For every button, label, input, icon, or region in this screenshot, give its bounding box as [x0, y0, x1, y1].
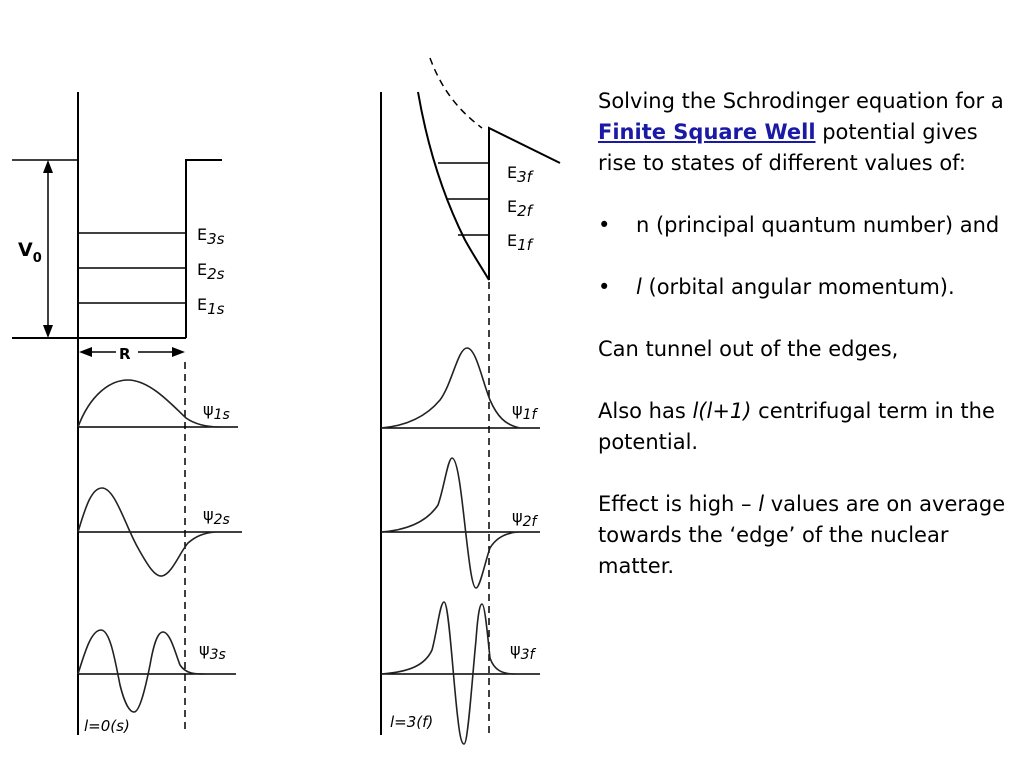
explanation-text: [598, 86, 1008, 613]
psi-1s-wave: [78, 380, 220, 427]
bullet-orbital-angular-momentum: [598, 272, 1008, 303]
v0-arrowhead-up: [43, 160, 53, 173]
energy-label-3f: E3f: [507, 163, 532, 186]
effective-potential: [418, 92, 489, 280]
l-symbol: l: [758, 492, 765, 516]
finite-square-well-link[interactable]: Finite Square Well: [598, 120, 816, 144]
v0-arrowhead-down: [43, 325, 53, 338]
centrifugal-text-continued: centrifugal term in the potential.: [598, 399, 995, 454]
centrifugal-text: Also has: [598, 399, 693, 423]
centrifugal-paragraph: [598, 396, 1008, 458]
psi-2f-label: ψ2f: [512, 507, 537, 530]
effect-text: Effect is high –: [598, 492, 759, 516]
psi-2f-wave: [381, 458, 518, 588]
l-symbol: l: [636, 275, 642, 299]
psi-3s-label: ψ3s: [199, 640, 226, 663]
energy-label-2f: E2f: [507, 197, 532, 220]
centrifugal-barrier-dashed: [430, 58, 482, 128]
r-label: R: [119, 345, 131, 363]
intro-paragraph: [598, 86, 1008, 179]
r-arrowhead-right: [172, 347, 185, 357]
centrifugal-formula: l(l+1): [692, 399, 752, 423]
energy-label-1f: E1f: [507, 231, 532, 254]
psi-3f-label: ψ3f: [510, 640, 535, 663]
v0-label: $V_0$: [18, 239, 42, 266]
bullet-marker: •: [598, 213, 611, 237]
intro-text: Solving the Schrodinger equation for a: [598, 89, 1004, 113]
effect-text-continued: values are on average towards the ‘edge’ of the nuclear matter.: [598, 492, 1006, 578]
psi-1f-wave: [381, 348, 520, 428]
left-panel: [12, 92, 242, 735]
energy-label-2s: E2s: [197, 260, 225, 283]
bullet-text: (orbital angular momentum).: [641, 275, 955, 299]
bullet-principal-quantum-number: [598, 210, 1008, 241]
r-arrowhead-left: [79, 347, 92, 357]
psi-3s-wave: [78, 630, 205, 712]
tunnel-paragraph: Can tunnel out of the edges,: [598, 337, 899, 361]
left-caption: l=0(s): [84, 717, 130, 735]
psi-2s-label: ψ2s: [203, 505, 230, 528]
energy-label-1s: E1s: [197, 295, 225, 318]
right-panel: [381, 58, 560, 744]
energy-label-3s: E3s: [197, 225, 225, 248]
bullet-text: n (principal quantum number) and: [636, 213, 1000, 237]
effect-paragraph: [598, 489, 1008, 582]
psi-1f-label: ψ1f: [512, 400, 537, 423]
psi-1s-label: ψ1s: [203, 400, 230, 423]
right-caption: l=3(f): [390, 713, 434, 731]
intro-text-continued: potential gives rise to states of different values of:: [598, 120, 978, 175]
bullet-marker: •: [598, 275, 611, 299]
